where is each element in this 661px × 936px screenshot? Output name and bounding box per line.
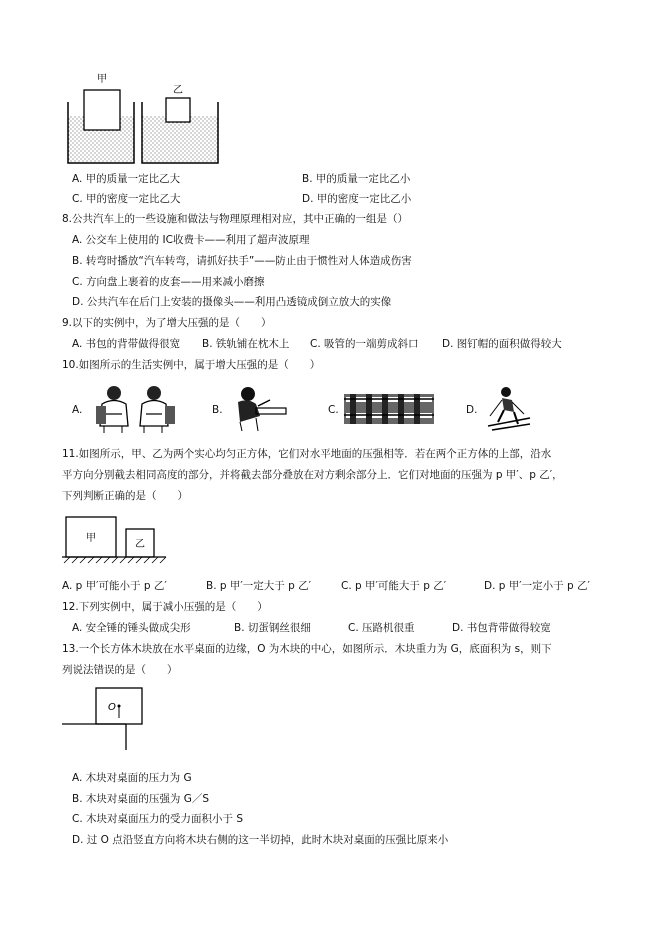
q9-stem: 9.以下的实例中，为了增大压强的是（ ） [62,317,272,329]
q11-option-d: D. p 甲′一定小于 p 乙′ [484,580,590,592]
q10-image-d-skier [484,386,534,432]
q7-option-b: B. 甲的质量一定比乙小 [302,173,411,185]
q8-option-c: C. 方向盘上裹着的皮套——用来减小磨擦 [72,276,265,288]
q10-option-a: A. [72,404,83,416]
q9-option-d: D. 图钉帽的面积做得较大 [442,338,562,350]
cube-label-yi: 乙 [135,539,145,550]
q10-option-b: B. [212,404,223,416]
q13-option-d: D. 过 O 点沿竖直方向将木块右侧的这一半切掉，此时木块对桌面的压强比原来小 [72,834,449,846]
q10-image-c-railway [344,394,434,424]
q11-option-a: A. p 甲′可能小于 p 乙′ [62,580,167,592]
q7-option-a: A. 甲的质量一定比乙大 [72,173,181,185]
q10-image-a-backpacks [92,384,180,434]
q13-stem-line-1: 13.一个长方体木块放在水平桌面的边缘，O 为木块的中心，如图所示．木块重力为 G，底面积为 s，则下 [62,643,552,655]
q8-option-b: B. 转弯时播放“汽车转弯，请抓好扶手”——防止由于惯性对人体造成伤害 [72,255,412,267]
q11-option-b: B. p 甲′一定大于 p 乙′ [206,580,311,592]
label-yi: 乙 [173,85,183,96]
q10-stem: 10.如图所示的生活实例中，属于增大压强的是（ ） [62,359,321,371]
q11-stem-line-3: 下列判断正确的是（ ） [62,490,188,502]
q13-option-b: B. 木块对桌面的压强为 G／S [72,793,210,805]
q12-option-c: C. 压路机很重 [348,622,415,634]
cube-label-jia: 甲 [86,533,96,544]
q8-stem: 8.公共汽车上的一些设施和做法与物理原理相对应，其中正确的一组是（） [62,213,409,225]
table-block-figure [62,684,162,752]
q7-option-d: D. 甲的密度一定比乙小 [302,193,412,205]
q9-option-b: B. 铁轨铺在枕木上 [202,338,290,350]
label-jia: 甲 [97,74,107,85]
q9-option-c: C. 吸管的一端剪成斜口 [310,338,419,350]
q12-option-a: A. 安全锤的锤头做成尖形 [72,622,191,634]
q12-option-b: B. 切蛋钢丝很细 [234,622,311,634]
q12-stem: 12.下列实例中，属于减小压强的是（ ） [62,601,268,613]
q11-stem-line-1: 11.如图所示，甲、乙为两个实心均匀正方体，它们对水平地面的压强相等．若在两个正方体的上部，沿水 [62,448,552,460]
q13-stem-line-2: 列说法错误的是（ ） [62,664,178,676]
containers-figure [62,72,232,168]
q10-option-c: C. [328,404,339,416]
q12-option-d: D. 书包背带做得较宽 [452,622,551,634]
q8-option-d: D. 公共汽车在后门上安装的摄像头——利用凸透镜成倒立放大的实像 [72,296,392,308]
block-jia [84,90,120,130]
q9-option-a: A. 书包的背带做得很宽 [72,338,181,350]
q13-option-c: C. 木块对桌面压力的受力面积小于 S [72,813,244,825]
q11-option-c: C. p 甲′可能大于 p 乙′ [341,580,447,592]
label-o: O [108,702,116,713]
block-yi [166,98,190,122]
q7-option-c: C. 甲的密度一定比乙大 [72,193,181,205]
q8-option-a: A. 公交车上使用的 IC收费卡——利用了超声波原理 [72,234,310,246]
cubes-figure [62,512,172,564]
q10-image-b-cutting [230,386,290,432]
q13-option-a: A. 木块对桌面的压力为 G [72,772,192,784]
q11-stem-line-2: 平方向分别截去相同高度的部分，并将截去部分叠放在对方剩余部分上．它们对地面的压强为 p 甲′、p 乙′， [62,469,563,481]
q10-option-d: D. [466,404,478,416]
